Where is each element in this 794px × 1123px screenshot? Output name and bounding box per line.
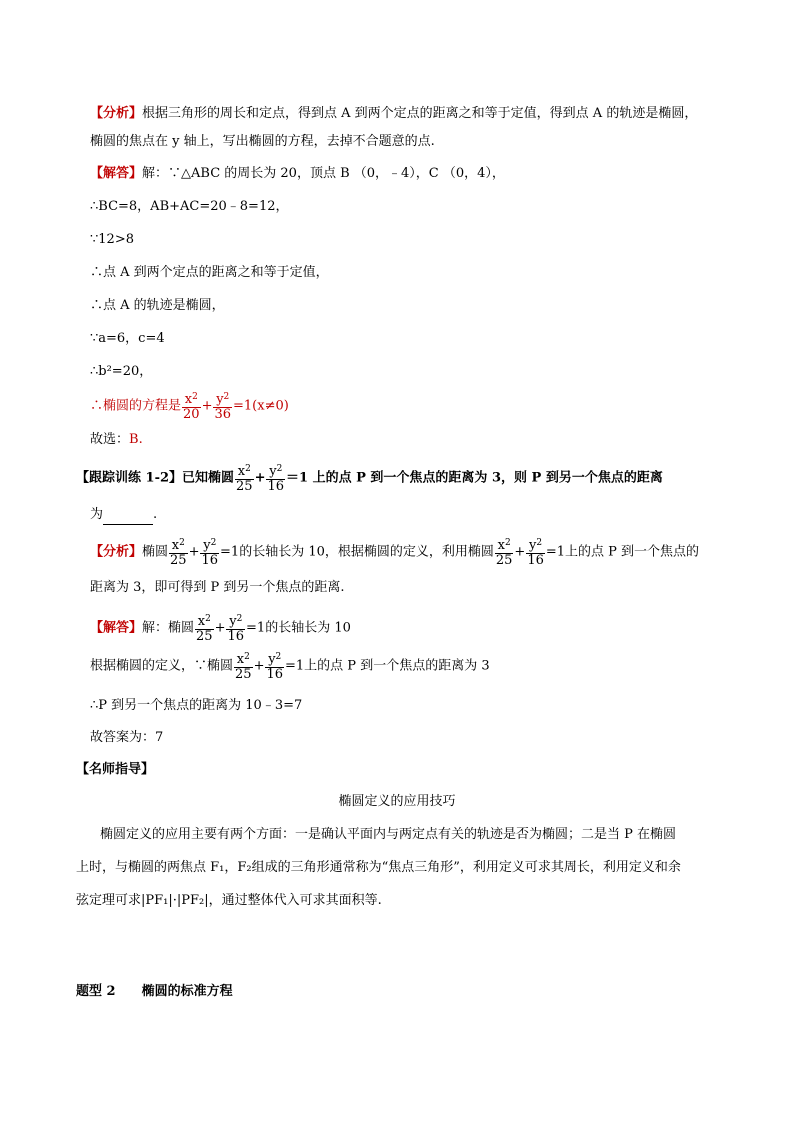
solution-2-line-1: 【解答】解：椭圆 $\frac{x^2}{25}$ + $\frac{y^2}{16}$ =1的长轴长为 10	[90, 614, 351, 644]
section-heading	[76, 982, 233, 1002]
fraction-y-16: $\frac{y^2}{16}$	[201, 538, 219, 568]
analysis-2-line-2: 距离为 3，即可得到 P 到另一个焦点的距离.	[90, 580, 345, 595]
answer-2: 故答案为：7	[90, 730, 164, 745]
fraction-y-16: $\frac{y^2}{16}$	[267, 464, 285, 494]
fraction-y-16: $\frac{y^2}{16}$	[227, 614, 245, 644]
analysis-bracket: 【分析】	[90, 544, 143, 560]
analysis-2-line-1: 【分析】椭圆 $\frac{x^2}{25}$ + $\frac{y^2}{16}$ =1的长轴长为 10，根据椭圆的定义，利用椭圆 $\frac{x^2}{25}$ + $\frac{y^2}{16}$ =1上的点 P 到一个焦点的	[90, 538, 700, 568]
answer-1: 故选：B.	[90, 432, 143, 447]
solution-bracket: 【解答】	[90, 620, 143, 636]
fraction-x-25: $\frac{x^2}{25}$	[170, 538, 187, 568]
ellipse-equation	[90, 390, 289, 423]
equation-suffix: =1(x≠0)	[233, 398, 289, 414]
solution-1-line-1	[90, 164, 505, 184]
solution-1-line-7: ∴b²=20，	[90, 364, 153, 379]
analysis-bracket: 【分析】	[90, 106, 143, 121]
teacher-guide-title: 椭圆定义的应用技巧	[338, 794, 456, 809]
solution-1-line-6: ∵a=6，c=4	[90, 331, 165, 346]
solution-2-line-3: ∴P 到另一个焦点的距离为 10﹣3=7	[90, 698, 303, 713]
solution-1-line-4: ∴点 A 到两个定点的距离之和等于定值，	[90, 265, 329, 280]
exercise-line-1: 【跟踪训练 1-2】已知椭圆 $\frac{x^2}{25}$ + $\frac{y^2}{16}$ ＝1 上的点 P 到一个焦点的距离为 3，则 P 到另一个焦点的距离	[76, 464, 663, 494]
fraction-x-20: $\frac{x^2}{20}$	[183, 392, 200, 422]
teacher-guide-paragraph-line-1: 椭圆定义的应用主要有两个方面：一是确认平面内与两定点有关的轨迹是否为椭圆；二是当 P 在椭圆	[100, 827, 677, 842]
plus-sign: +	[201, 398, 213, 414]
section-label: 题型 2	[76, 984, 116, 999]
exercise-label: 【跟踪训练 1-2】	[76, 470, 183, 486]
teacher-guide-label: 【名师指导】	[76, 762, 155, 777]
fraction-x-25: $\frac{x^2}{25}$	[236, 464, 253, 494]
fraction-y-36: $\frac{y^2}{36}$	[214, 392, 232, 422]
solution-text: 解：∵△ABC 的周长为 20，顶点 B （0，﹣4），C （0，4），	[142, 166, 505, 181]
solution-bracket: 【解答】	[90, 166, 143, 181]
fraction-x-25: $\frac{x^2}{25}$	[495, 538, 513, 568]
fraction-x-25: $\frac{x^2}{25}$	[235, 652, 252, 682]
exercise-line-2: 为 .	[90, 505, 157, 525]
section-title: 椭圆的标准方程	[141, 984, 233, 999]
answer-blank	[103, 510, 153, 525]
solution-2-line-2: 根据椭圆的定义，∵椭圆 $\frac{x^2}{25}$ + $\frac{y^2}{16}$ =1上的点 P 到一个焦点的距离为 3	[90, 652, 490, 682]
analysis-text: 根据三角形的周长和定点，得到点 A 到两个定点的距离之和等于定值，得到点 A 的轨迹是椭圆，	[142, 106, 698, 121]
teacher-guide-paragraph-line-2: 上时，与椭圆的两焦点 F₁，F₂组成的三角形通常称为“焦点三角形”，利用定义可求其周长，利用定义和余	[76, 860, 681, 875]
solution-1-line-3: ∵12>8	[90, 232, 134, 247]
fraction-y-16: $\frac{y^2}{16}$	[527, 538, 544, 568]
teacher-guide-paragraph-line-3: 弦定理可求|PF₁|·|PF₂|，通过整体代入可求其面积等.	[76, 893, 382, 908]
analysis-1-line-2: 椭圆的焦点在 y 轴上，写出椭圆的方程，去掉不合题意的点.	[90, 134, 435, 149]
answer-choice: B.	[129, 432, 143, 447]
fraction-x-25: $\frac{x^2}{25}$	[196, 614, 213, 644]
equation-prefix: ∴椭圆的方程是	[90, 398, 182, 414]
fraction-y-16: $\frac{y^2}{16}$	[266, 652, 284, 682]
solution-1-line-5: ∴点 A 的轨迹是椭圆，	[90, 298, 225, 313]
solution-1-line-2: ∴BC=8，AB+AC=20﹣8=12，	[90, 199, 289, 214]
analysis-1-line-1	[90, 104, 697, 124]
